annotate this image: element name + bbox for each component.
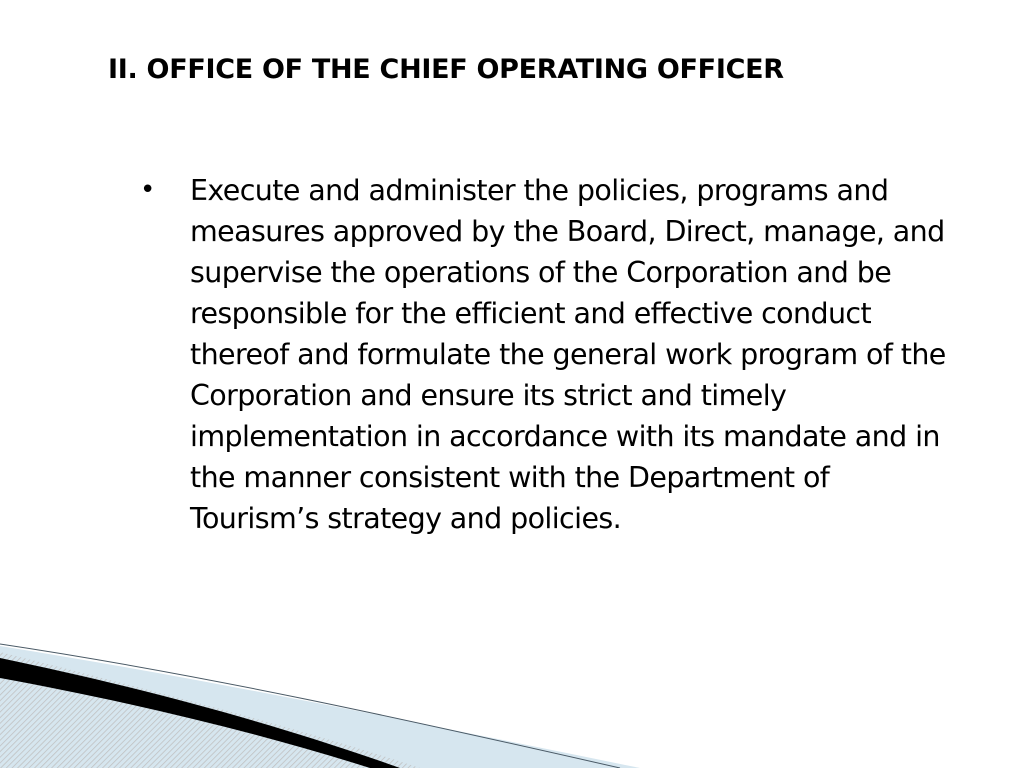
bullet-item [134, 170, 950, 539]
bullet-marker: • [140, 175, 155, 205]
bullet-list [134, 170, 946, 539]
decorative-swoosh [0, 638, 1024, 768]
slide-title: II. OFFICE OF THE CHIEF OPERATING OFFICER [108, 54, 784, 85]
bullet-text: Execute and administer the policies, programs and measures approved by the Board, Direct, manage, and supervise the operations of the Corporation and be responsible for the efficient and effective conduct thereof and formulate the general work program of the Corporation and ensure its strict and timely implementation in accordance with its mandate and in the manner consistent with the Department of Tourism’s strategy and policies. [190, 174, 946, 535]
